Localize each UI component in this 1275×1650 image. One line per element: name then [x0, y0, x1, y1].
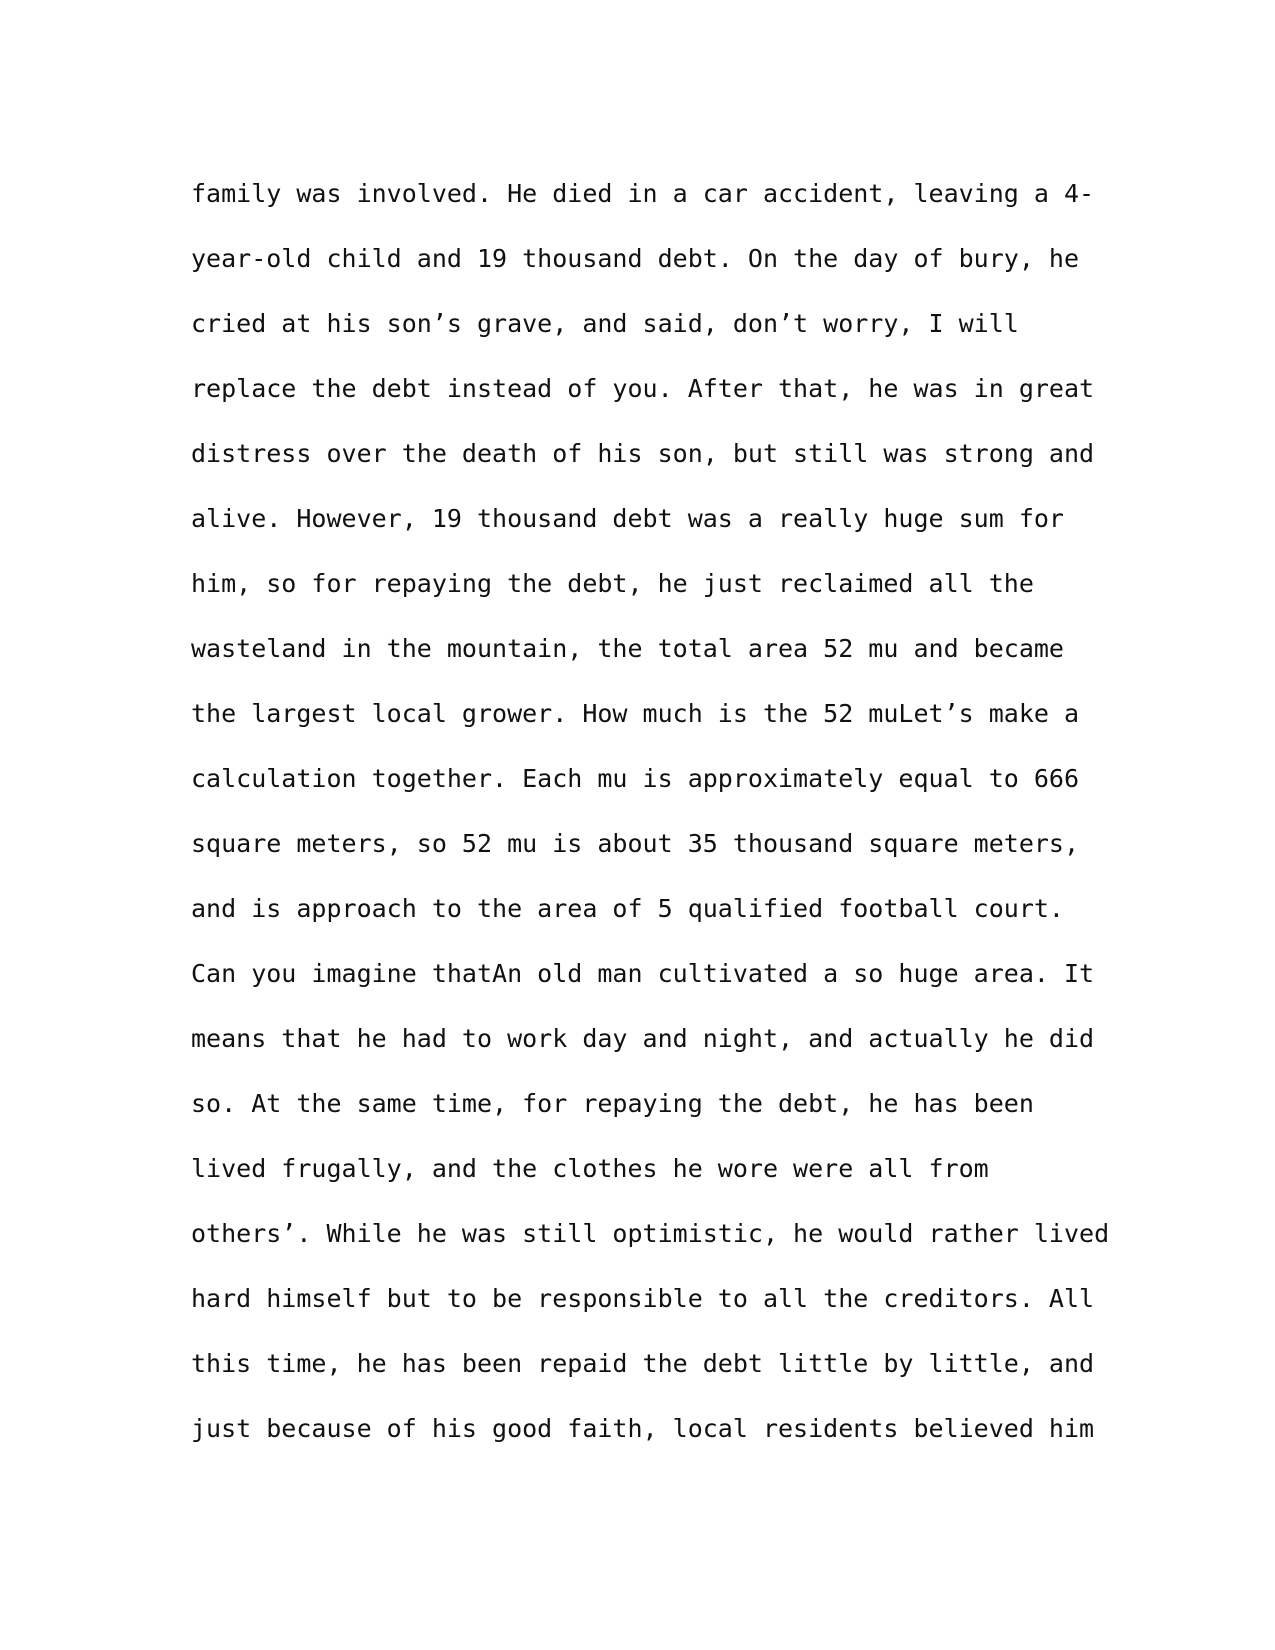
text-line: hard himself but to be responsible to all the creditors. All	[191, 1284, 1095, 1313]
text-line: calculation together. Each mu is approximately equal to 666	[191, 764, 1080, 793]
text-line: square meters, so 52 mu is about 35 thousand square meters,	[191, 829, 1080, 858]
text-line: cried at his son’s grave, and said, don’t worry, I will	[191, 309, 1019, 338]
body-text	[191, 161, 1110, 1461]
text-line: the largest local grower. How much is the 52 muLet’s make a	[191, 699, 1080, 728]
text-line: just because of his good faith, local residents believed him	[191, 1414, 1095, 1443]
text-line: wasteland in the mountain, the total area 52 mu and became	[191, 634, 1064, 663]
text-line: distress over the death of his son, but still was strong and	[191, 439, 1095, 468]
text-line: lived frugally, and the clothes he wore were all from	[191, 1154, 989, 1183]
text-line: replace the debt instead of you. After that, he was in great	[191, 374, 1095, 403]
text-line: family was involved. He died in a car accident, leaving a 4-	[191, 179, 1095, 208]
text-line: him, so for repaying the debt, he just reclaimed all the	[191, 569, 1034, 598]
text-line: Can you imagine thatAn old man cultivated a so huge area. It	[191, 959, 1095, 988]
text-line: means that he had to work day and night, and actually he did	[191, 1024, 1095, 1053]
text-line: others’. While he was still optimistic, he would rather lived	[191, 1219, 1110, 1248]
text-line: and is approach to the area of 5 qualified football court.	[191, 894, 1064, 923]
text-line: year-old child and 19 thousand debt. On the day of bury, he	[191, 244, 1080, 273]
text-line: alive. However, 19 thousand debt was a really huge sum for	[191, 504, 1064, 533]
text-line: so. At the same time, for repaying the debt, he has been	[191, 1089, 1034, 1118]
text-line: this time, he has been repaid the debt little by little, and	[191, 1349, 1095, 1378]
